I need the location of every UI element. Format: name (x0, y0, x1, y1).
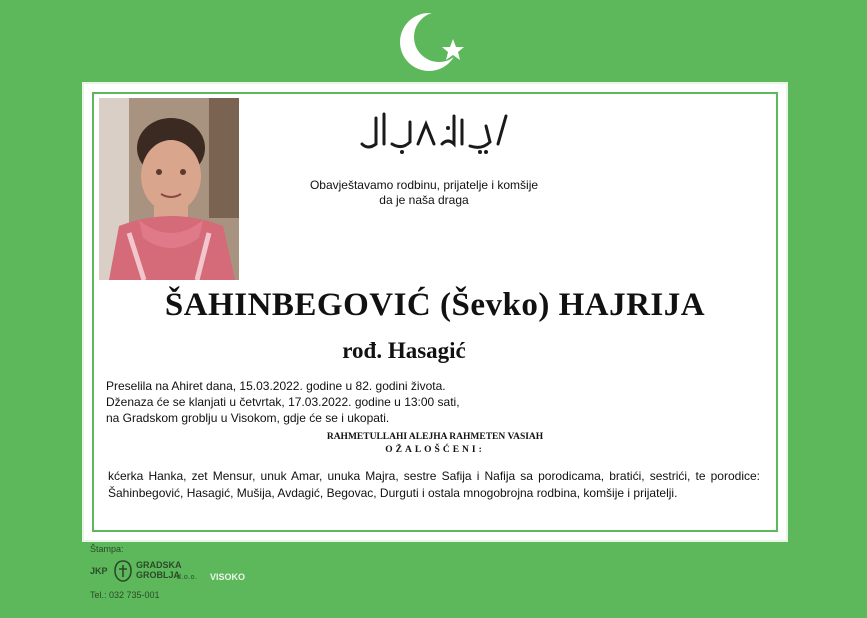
printer-phone: Tel.: 032 735-001 (90, 590, 160, 600)
printer-suffix: d.o.o. (177, 574, 198, 581)
printer-name (136, 560, 182, 580)
arabic-calligraphy-icon (356, 104, 512, 156)
prayer-text: RAHMETULLAHI ALEJHA RAHMETEN VASIAH (326, 432, 544, 442)
obituary-card (82, 82, 788, 542)
intro-line: da je naša draga (379, 193, 469, 207)
printer-name-line: GROBLJA (136, 570, 181, 580)
printer-jkp: JKP (90, 566, 108, 576)
maiden-name: rođ. Hasagić (342, 338, 466, 363)
deceased-name: ŠAHINBEGOVIĆ (Ševko) HAJRIJA (164, 287, 706, 323)
portrait-photo (99, 98, 239, 280)
printer-label: Štampa: (90, 544, 124, 554)
printer-name-line: GRADSKA (136, 560, 182, 570)
mourners-heading: OŽALOŠĆENI: (385, 445, 485, 455)
intro-line: Obavještavamo rodbinu, prijatelje i komšije (309, 178, 539, 192)
intro-text (294, 178, 554, 208)
funeral-details (106, 378, 606, 426)
mourners-list: kćerka Hanka, zet Mensur, unuk Amar, unuka Majra, sestre Safija i Nafija sa porodicama, bratići, sestrići, te porodice: Šahinbegović, Hasagić, Mušija, Avdagić, Begovac, Durguti i ostala mnogobrojna rodbina, komšije i prijatelji. (108, 469, 760, 500)
detail-line: Dženaza će se klanjati u četvrtak, 17.03.2022. godine u 13:00 sati, (106, 395, 460, 409)
cemetery-logo-icon (114, 560, 132, 582)
printer-city: VISOKO (210, 572, 246, 582)
prayer-block (94, 431, 776, 457)
detail-line: na Gradskom groblju u Visokom, gdje će se i ukopati. (106, 411, 390, 425)
obituary-frame (92, 92, 778, 532)
detail-line: Preselila na Ahiret dana, 15.03.2022. godine u 82. godini života. (106, 379, 446, 393)
crescent-star-icon (395, 8, 475, 78)
portrait-illustration (99, 98, 239, 280)
